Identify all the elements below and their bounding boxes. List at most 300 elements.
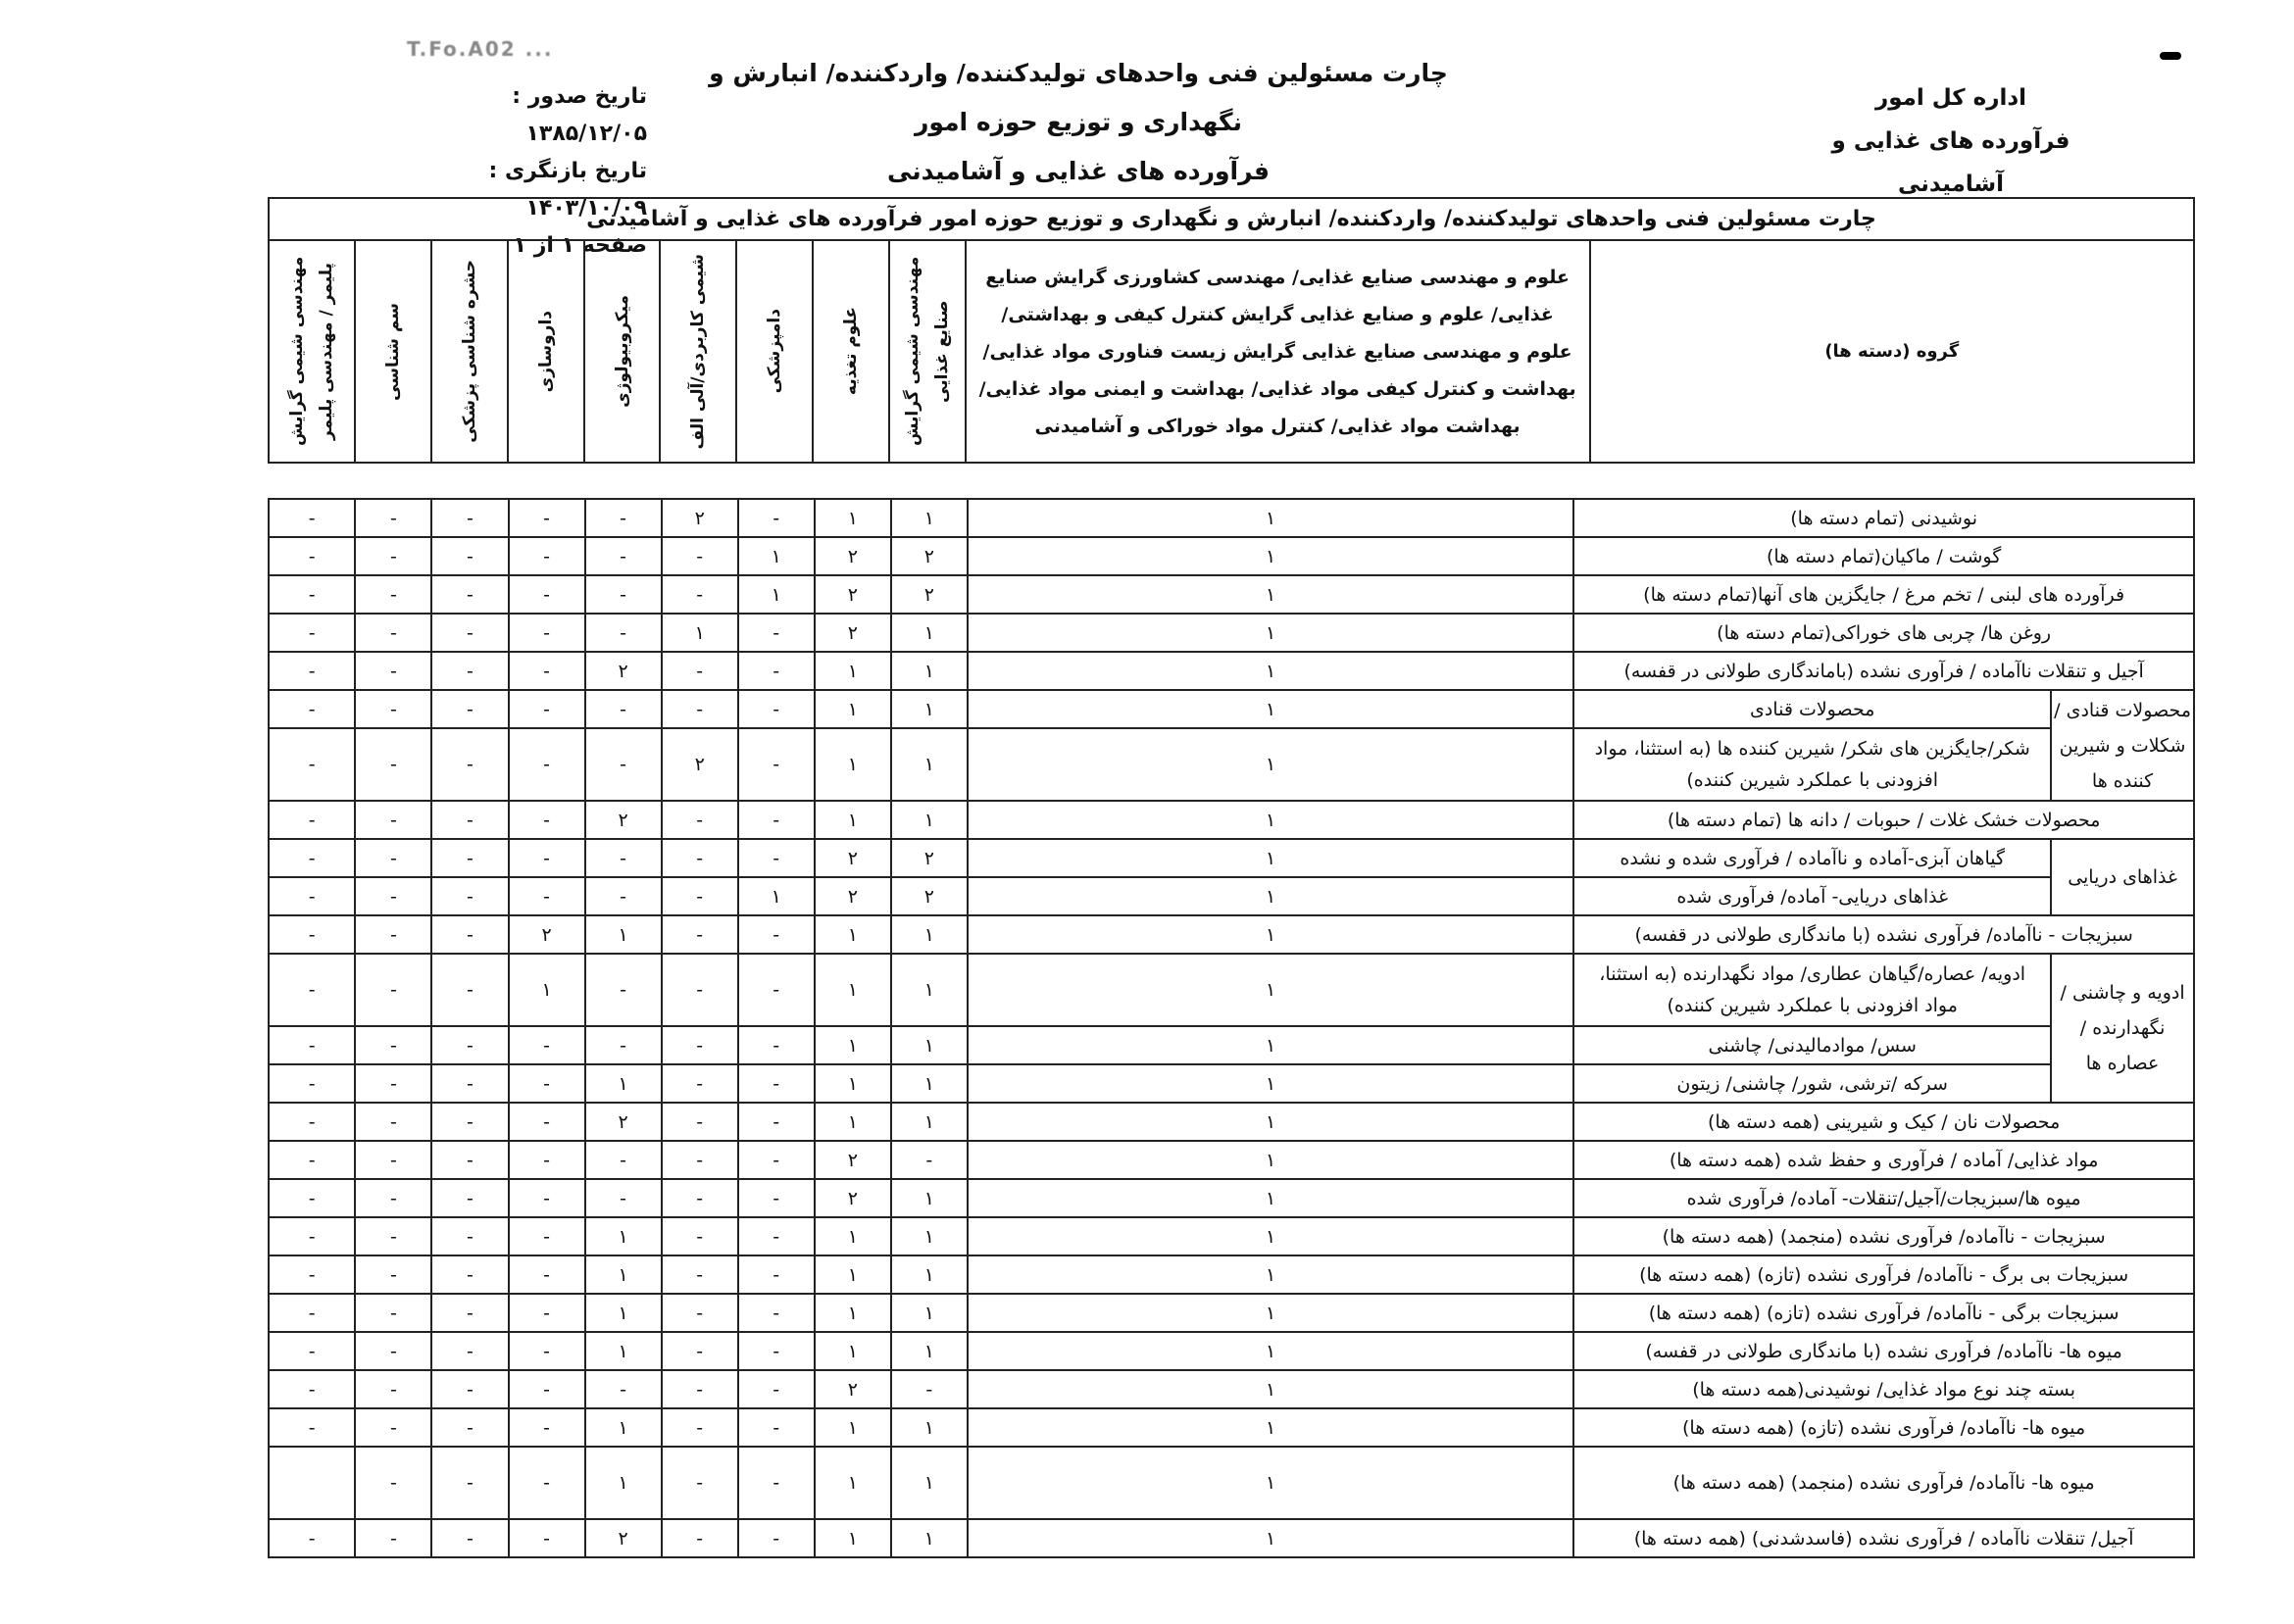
value-cell: ۱ [815, 1255, 891, 1294]
value-cell: ۱ [815, 1026, 891, 1064]
value-cell: ۲ [585, 652, 662, 690]
table-row [269, 1408, 2194, 1447]
category-cell: گیاهان آبزی-آماده و ناآماده / فرآوری شده و نشده [1573, 839, 2051, 877]
category-cell: میوه ها- ناآماده/ فرآوری نشده (منجمد) (همه دسته ها) [1573, 1447, 2194, 1519]
value-cell: - [662, 1179, 738, 1217]
category-cell: سبزیجات برگی - ناآماده/ فرآوری نشده (تازه) (همه دسته ها) [1573, 1294, 2194, 1332]
value-cell: - [269, 915, 355, 954]
value-cell: - [509, 801, 585, 839]
category-cell: گوشت / ماکیان(تمام دسته ها) [1573, 537, 2194, 575]
value-cell: - [431, 915, 508, 954]
column-header-toxicology [355, 240, 431, 463]
value-cell: - [269, 1408, 355, 1447]
table-row [269, 839, 2194, 877]
value-cell: - [662, 1255, 738, 1294]
value-cell: - [662, 839, 738, 877]
value-cell: - [431, 1370, 508, 1408]
value-cell: - [355, 1217, 431, 1255]
value-cell: ۱ [968, 728, 1573, 801]
value-cell: - [269, 1294, 355, 1332]
value-cell: ۱ [815, 499, 891, 537]
value-cell: ۱ [968, 877, 1573, 915]
value-cell: ۱ [891, 652, 968, 690]
value-cell: ۲ [585, 801, 662, 839]
table-row [269, 1255, 2194, 1294]
value-cell: - [738, 1064, 815, 1103]
category-cell: محصولات نان / کیک و شیرینی (همه دسته ها) [1573, 1103, 2194, 1141]
value-cell: ۱ [968, 690, 1573, 728]
value-cell: - [509, 877, 585, 915]
value-cell: - [269, 614, 355, 652]
value-cell: ۲ [662, 728, 738, 801]
table-row [269, 652, 2194, 690]
value-cell: - [269, 499, 355, 537]
value-cell: ۱ [891, 1408, 968, 1447]
value-cell: - [738, 1408, 815, 1447]
value-cell: - [269, 1370, 355, 1408]
value-cell: - [509, 537, 585, 575]
column-header-nutrition [813, 240, 889, 463]
value-cell: - [431, 1294, 508, 1332]
value-cell: ۲ [891, 839, 968, 877]
value-cell: ۱ [585, 1064, 662, 1103]
value-cell: - [662, 652, 738, 690]
value-cell: - [662, 1217, 738, 1255]
value-cell: - [269, 1179, 355, 1217]
value-cell: - [269, 877, 355, 915]
value-cell: ۲ [891, 537, 968, 575]
document-title [706, 49, 1451, 196]
value-cell: - [355, 1408, 431, 1447]
category-cell: آجیل/ تنقلات ناآماده / فرآوری نشده (فاسدشدنی) (همه دسته ها) [1573, 1519, 2194, 1557]
value-cell: ۱ [968, 1370, 1573, 1408]
value-cell: - [355, 915, 431, 954]
table-row [269, 499, 2194, 537]
value-cell: ۱ [891, 801, 968, 839]
value-cell: - [509, 1026, 585, 1064]
category-cell: شکر/جایگزین های شکر/ شیرین کننده ها (به استثنا، مواد افزودنی با عملکرد شیرین کننده) [1573, 728, 2051, 801]
value-cell: - [662, 1332, 738, 1370]
value-cell: ۱ [891, 1103, 968, 1141]
value-cell: - [269, 575, 355, 614]
value-cell: - [355, 537, 431, 575]
value-cell: ۱ [815, 690, 891, 728]
value-cell: - [431, 1447, 508, 1519]
value-cell: - [269, 1332, 355, 1370]
value-cell: - [891, 1370, 968, 1408]
value-cell: ۱ [891, 614, 968, 652]
value-cell: - [585, 839, 662, 877]
value-cell: ۲ [891, 877, 968, 915]
value-cell: ۱ [891, 728, 968, 801]
value-cell: ۱ [662, 614, 738, 652]
value-cell: - [431, 1255, 508, 1294]
table-row [269, 1519, 2194, 1557]
value-cell: ۲ [815, 537, 891, 575]
value-cell: - [738, 728, 815, 801]
value-cell: - [355, 1179, 431, 1217]
value-cell: - [269, 1141, 355, 1179]
value-cell: - [509, 728, 585, 801]
value-cell: ۱ [891, 1217, 968, 1255]
value-cell: - [355, 1103, 431, 1141]
value-cell: - [355, 1064, 431, 1103]
value-cell: ۲ [662, 499, 738, 537]
value-cell: - [891, 1141, 968, 1179]
value-cell: - [355, 652, 431, 690]
value-cell: - [662, 537, 738, 575]
value-cell: - [738, 1026, 815, 1064]
value-cell: ۲ [585, 1103, 662, 1141]
value-cell: ۱ [815, 915, 891, 954]
column-header-applied-chemistry [660, 240, 736, 463]
value-cell: - [269, 1217, 355, 1255]
revision-date: تاریخ بازنگری : ۱۴۰۳/۱۰/۰۹ [488, 159, 647, 221]
scan-mark-icon [2160, 52, 2181, 60]
value-cell: - [509, 575, 585, 614]
category-cell: سرکه /ترشی، شور/ چاشنی/ زیتون [1573, 1064, 2051, 1103]
value-cell: - [585, 728, 662, 801]
value-cell: - [738, 1294, 815, 1332]
organization-name [1794, 76, 2108, 206]
value-cell: - [662, 1294, 738, 1332]
value-cell: - [738, 1141, 815, 1179]
value-cell: - [355, 1370, 431, 1408]
value-cell: ۲ [585, 1519, 662, 1557]
title-line-2: فرآورده های غذایی و آشامیدنی [886, 157, 1271, 185]
value-cell: - [431, 1408, 508, 1447]
value-cell: ۱ [815, 801, 891, 839]
category-cell: میوه ها- ناآماده/ فرآوری نشده (تازه) (همه دسته ها) [1573, 1408, 2194, 1447]
value-cell: ۱ [968, 1408, 1573, 1447]
value-cell: - [662, 1519, 738, 1557]
category-cell: غذاهای دریایی- آماده/ فرآوری شده [1573, 877, 2051, 915]
value-cell: ۱ [968, 1064, 1573, 1103]
column-header-polymer-eng [269, 240, 355, 463]
value-cell: - [509, 1255, 585, 1294]
value-cell: ۱ [815, 954, 891, 1026]
value-cell: - [738, 1179, 815, 1217]
value-cell: ۱ [585, 1332, 662, 1370]
column-header-medical-entomology [431, 240, 508, 463]
column-header-text: علوم تغذیه [840, 307, 861, 396]
value-cell: - [509, 690, 585, 728]
category-cell: سبزیجات بی برگ - ناآماده/ فرآوری نشده (تازه) (همه دسته ها) [1573, 1255, 2194, 1294]
value-cell: - [509, 1519, 585, 1557]
value-cell: ۱ [585, 1294, 662, 1332]
value-cell: - [431, 1217, 508, 1255]
value-cell: - [738, 1519, 815, 1557]
table-row [269, 1294, 2194, 1332]
value-cell: ۱ [891, 1026, 968, 1064]
value-cell: - [509, 499, 585, 537]
value-cell: - [738, 1255, 815, 1294]
column-header-food-science: علوم و مهندسی صنایع غذایی/ مهندسی کشاورزی گرایش صنایع غذایی/ علوم و صنایع غذایی گرایش کنترل کیفی و بهداشتی/ علوم و مهندسی صنایع غذایی گرایش زیست فناوری مواد غذایی/ بهداشت و کنترل کیفی مواد غذایی/ بهداشت و ایمنی مواد غذایی/ بهداشت مواد غذایی/ کنترل مواد خوراکی و آشامیدنی [966, 240, 1590, 463]
value-cell: - [269, 728, 355, 801]
table-row [269, 575, 2194, 614]
table-row [269, 537, 2194, 575]
table-row [269, 1447, 2194, 1519]
value-cell: - [269, 1026, 355, 1064]
value-cell: ۱ [891, 954, 968, 1026]
value-cell: - [585, 1370, 662, 1408]
org-line-1: اداره کل امور [1874, 85, 2027, 111]
value-cell: - [269, 839, 355, 877]
value-cell: ۱ [968, 1141, 1573, 1179]
table-row [269, 1179, 2194, 1217]
value-cell: ۱ [585, 1408, 662, 1447]
value-cell: ۱ [891, 1294, 968, 1332]
value-cell: - [431, 1026, 508, 1064]
value-cell: - [662, 801, 738, 839]
column-header-text: سم شناسی [383, 302, 404, 401]
table-row [269, 690, 2194, 728]
value-cell: - [662, 690, 738, 728]
value-cell: ۲ [815, 839, 891, 877]
value-cell: ۱ [815, 1519, 891, 1557]
value-cell: - [585, 575, 662, 614]
value-cell: - [738, 690, 815, 728]
column-header-text: داروسازی [535, 310, 556, 393]
value-cell: ۱ [891, 1519, 968, 1557]
category-cell: بسته چند نوع مواد غذایی/ نوشیدنی(همه دسته ها) [1573, 1370, 2194, 1408]
org-line-2: فرآورده های غذایی و آشامیدنی [1831, 128, 2070, 197]
value-cell: ۱ [738, 877, 815, 915]
value-cell: ۲ [815, 1179, 891, 1217]
value-cell: - [509, 1408, 585, 1447]
value-cell: ۱ [968, 1026, 1573, 1064]
value-cell: ۱ [585, 1217, 662, 1255]
value-cell: - [355, 1141, 431, 1179]
value-cell: - [269, 1255, 355, 1294]
value-cell: - [355, 728, 431, 801]
chart-body-table [268, 498, 2195, 1558]
value-cell: ۱ [585, 915, 662, 954]
value-cell: ۱ [968, 915, 1573, 954]
value-cell: - [738, 614, 815, 652]
page-number: صفحه ۱ از ۱ [513, 233, 647, 258]
table-row [269, 877, 2194, 915]
table-row [269, 1103, 2194, 1141]
value-cell: - [509, 1447, 585, 1519]
value-cell [269, 1447, 355, 1519]
value-cell: - [585, 1026, 662, 1064]
value-cell: - [269, 1103, 355, 1141]
column-header-veterinary [736, 240, 813, 463]
column-header-text: مهندسی شیمی گرایش صنایع غذایی [902, 256, 952, 447]
value-cell: - [431, 728, 508, 801]
value-cell: - [585, 1179, 662, 1217]
category-cell: نوشیدنی (تمام دسته ها) [1573, 499, 2194, 537]
value-cell: - [431, 1103, 508, 1141]
table-row [269, 1026, 2194, 1064]
value-cell: ۱ [968, 1447, 1573, 1519]
value-cell: ۱ [968, 954, 1573, 1026]
value-cell: - [662, 1370, 738, 1408]
value-cell: ۱ [815, 1332, 891, 1370]
value-cell: ۱ [968, 839, 1573, 877]
category-cell: سبزیجات - ناآماده/ فرآوری نشده (با ماندگاری طولانی در قفسه) [1573, 915, 2194, 954]
value-cell: - [355, 499, 431, 537]
value-cell: - [269, 954, 355, 1026]
value-cell: ۱ [891, 1255, 968, 1294]
table-row [269, 728, 2194, 801]
value-cell: - [585, 690, 662, 728]
value-cell: - [431, 877, 508, 915]
value-cell: ۱ [891, 915, 968, 954]
value-cell: - [738, 499, 815, 537]
issue-date: تاریخ صدور : ۱۳۸۵/۱۲/۰۵ [512, 84, 647, 146]
category-cell: محصولات خشک غلات / حبوبات / دانه ها (تمام دسته ها) [1573, 801, 2194, 839]
value-cell: - [585, 499, 662, 537]
value-cell: - [509, 1141, 585, 1179]
value-cell: ۱ [738, 537, 815, 575]
category-cell: مواد غذایی/ آماده / فرآوری و حفظ شده (همه دسته ها) [1573, 1141, 2194, 1179]
value-cell: - [509, 839, 585, 877]
table-row [269, 614, 2194, 652]
table-title: چارت مسئولین فنی واحدهای تولیدکننده/ واردکننده/ انبارش و نگهداری و توزیع حوزه امور فرآورده های غذایی و آشامیدنی [269, 198, 2194, 240]
value-cell: ۱ [509, 954, 585, 1026]
value-cell: - [585, 537, 662, 575]
value-cell: - [509, 1332, 585, 1370]
value-cell: ۱ [815, 1294, 891, 1332]
value-cell: - [431, 1141, 508, 1179]
value-cell: - [431, 1064, 508, 1103]
value-cell: - [269, 1064, 355, 1103]
value-cell: - [355, 575, 431, 614]
value-cell: ۱ [815, 1064, 891, 1103]
value-cell: - [355, 1294, 431, 1332]
value-cell: - [585, 954, 662, 1026]
category-cell: محصولات قنادی [1573, 690, 2051, 728]
chart-header-table [268, 197, 2195, 464]
parent-category-cell: محصولات قنادی / شکلات و شیرین کننده ها [2051, 690, 2194, 801]
value-cell: ۱ [815, 1408, 891, 1447]
value-cell: ۱ [891, 1179, 968, 1217]
value-cell: - [509, 1179, 585, 1217]
value-cell: - [355, 839, 431, 877]
value-cell: - [738, 1447, 815, 1519]
value-cell: - [509, 1294, 585, 1332]
column-header-text: دامپزشکی [765, 309, 785, 394]
value-cell: ۲ [815, 614, 891, 652]
value-cell: ۱ [891, 499, 968, 537]
value-cell: - [431, 954, 508, 1026]
value-cell: - [662, 1026, 738, 1064]
category-cell: میوه ها- ناآماده/ فرآوری نشده (با ماندگاری طولانی در قفسه) [1573, 1332, 2194, 1370]
value-cell: - [738, 1370, 815, 1408]
value-cell: - [355, 1255, 431, 1294]
value-cell: ۲ [815, 1370, 891, 1408]
value-cell: ۱ [815, 1447, 891, 1519]
value-cell: - [509, 1064, 585, 1103]
value-cell: ۱ [968, 537, 1573, 575]
column-header-microbiology [584, 240, 661, 463]
value-cell: - [585, 877, 662, 915]
value-cell: ۱ [585, 1447, 662, 1519]
value-cell: - [355, 954, 431, 1026]
value-cell: - [355, 614, 431, 652]
category-cell: میوه ها/سبزیجات/آجیل/تنقلات- آماده/ فرآوری شده [1573, 1179, 2194, 1217]
value-cell: - [738, 954, 815, 1026]
value-cell: - [738, 1217, 815, 1255]
column-header-chem-eng-food [889, 240, 966, 463]
value-cell: - [431, 537, 508, 575]
value-cell: ۱ [968, 1103, 1573, 1141]
table-row [269, 1217, 2194, 1255]
value-cell: - [585, 614, 662, 652]
value-cell: ۱ [968, 1179, 1573, 1217]
value-cell: - [738, 801, 815, 839]
value-cell: - [662, 877, 738, 915]
value-cell: - [431, 652, 508, 690]
value-cell: - [662, 1447, 738, 1519]
value-cell: - [662, 1064, 738, 1103]
value-cell: ۱ [968, 1294, 1573, 1332]
value-cell: - [431, 839, 508, 877]
value-cell: - [355, 1447, 431, 1519]
value-cell: ۱ [968, 1332, 1573, 1370]
value-cell: ۱ [891, 1064, 968, 1103]
value-cell: - [585, 1141, 662, 1179]
value-cell: ۱ [968, 499, 1573, 537]
value-cell: - [738, 1103, 815, 1141]
table-row [269, 801, 2194, 839]
value-cell: - [431, 801, 508, 839]
title-line-1: چارت مسئولین فنی واحدهای تولیدکننده/ واردکننده/ انبارش و نگهداری و توزیع حوزه امور [709, 59, 1448, 136]
value-cell: - [509, 1217, 585, 1255]
value-cell: ۱ [968, 614, 1573, 652]
value-cell: ۱ [815, 1103, 891, 1141]
value-cell: - [269, 652, 355, 690]
value-cell: ۱ [891, 1447, 968, 1519]
value-cell: - [509, 652, 585, 690]
category-cell: سبزیجات - ناآماده/ فرآوری نشده (منجمد) (همه دسته ها) [1573, 1217, 2194, 1255]
group-column-header: گروه (دسته ها) [1590, 240, 2194, 463]
value-cell: - [738, 839, 815, 877]
value-cell: ۲ [815, 1141, 891, 1179]
value-cell: ۱ [738, 575, 815, 614]
value-cell: - [431, 575, 508, 614]
value-cell: - [509, 1103, 585, 1141]
parent-category-cell: ادویه و چاشنی /نگهدارنده / عصاره ها [2051, 954, 2194, 1103]
category-cell: آجیل و تنقلات ناآماده / فرآوری نشده (باماندگاری طولانی در قفسه) [1573, 652, 2194, 690]
column-header-text: میکروبیولوژی [612, 295, 632, 408]
table-row [269, 1064, 2194, 1103]
table-row [269, 1370, 2194, 1408]
value-cell: - [662, 1408, 738, 1447]
value-cell: ۲ [815, 877, 891, 915]
value-cell: - [738, 652, 815, 690]
value-cell: ۱ [815, 1217, 891, 1255]
value-cell: - [269, 537, 355, 575]
value-cell: ۱ [968, 1217, 1573, 1255]
value-cell: - [269, 1519, 355, 1557]
value-cell: - [662, 1141, 738, 1179]
column-header-text: حشره شناسی پزشکی [459, 260, 479, 443]
value-cell: ۱ [891, 690, 968, 728]
value-cell: - [269, 801, 355, 839]
value-cell: - [662, 915, 738, 954]
value-cell: ۱ [815, 652, 891, 690]
value-cell: ۱ [968, 1255, 1573, 1294]
document-code-stamp: T.Fo.A02 ... [407, 37, 554, 61]
value-cell: - [355, 1026, 431, 1064]
value-cell: - [738, 915, 815, 954]
value-cell: - [431, 690, 508, 728]
category-cell: فرآورده های لبنی / تخم مرغ / جایگزین های آنها(تمام دسته ها) [1573, 575, 2194, 614]
value-cell: - [431, 1519, 508, 1557]
